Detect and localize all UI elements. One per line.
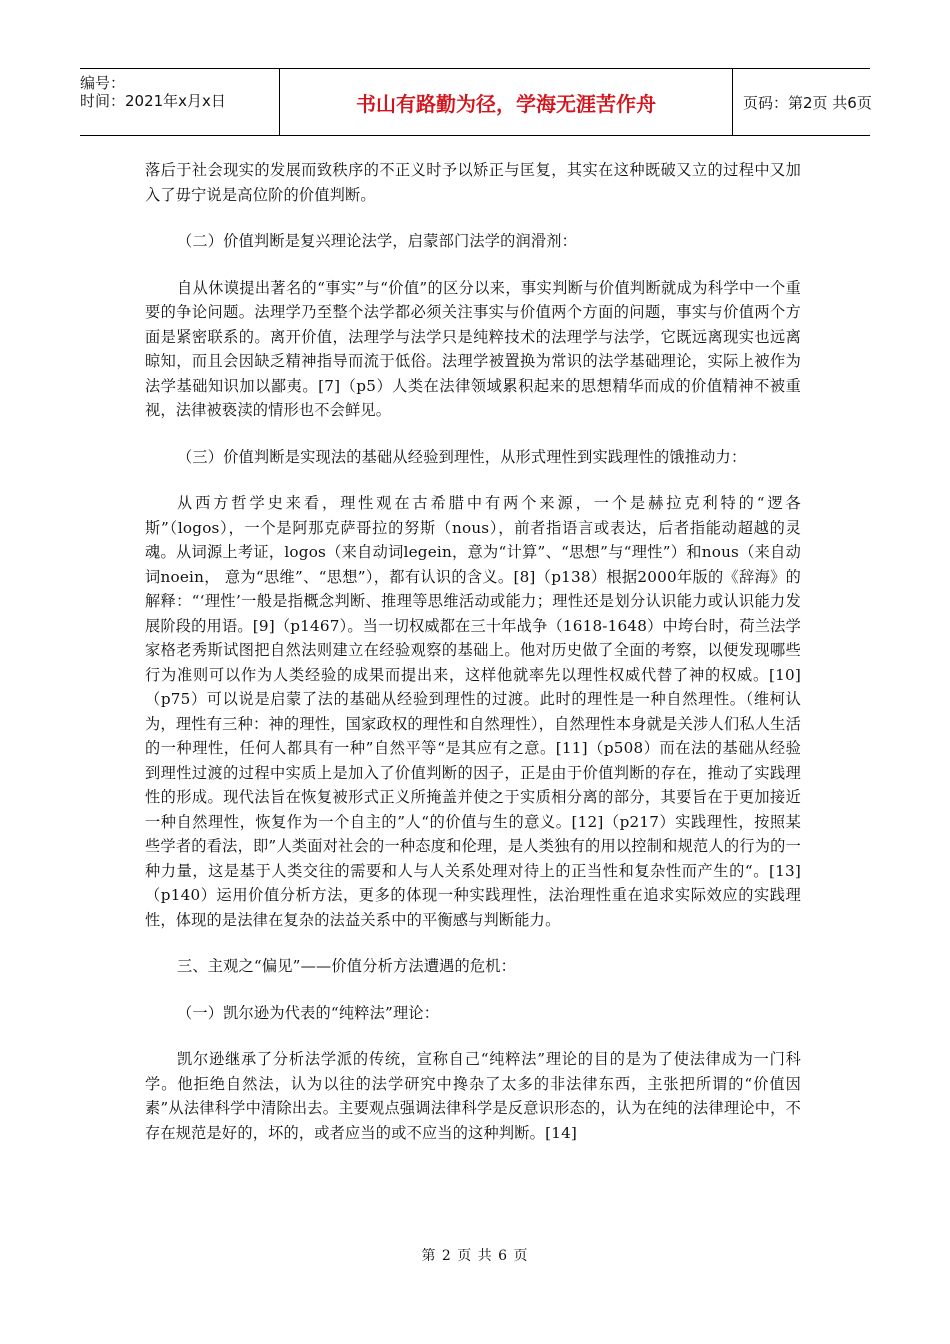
page-footer: 第 2 页 共 6 页	[421, 1248, 529, 1264]
header-motto: 书山有路勤为径，学海无涯苦作舟	[280, 69, 733, 135]
paragraph-continuation: 落后于社会现实的发展而致秩序的不正义时予以矫正与匡复，其实在这种既破又立的过程中又加入了毋宁说是高位阶的价值判断。	[145, 161, 801, 204]
section-heading-2: （二）价值判断是复兴理论法学，启蒙部门法学的润滑剂：	[177, 232, 578, 250]
section-heading-3-1: （一）凯尔逊为代表的“纯粹法”理论：	[177, 1003, 440, 1022]
serial-label: 编号：	[80, 74, 126, 92]
document-body	[145, 158, 801, 1145]
paragraph-kelsen: 凯尔逊继承了分析法学派的传统，宣称自己“纯粹法”理论的目的是为了使法律成为一门科学。他拒绝自然法，认为以往的法学研究中搀杂了太多的非法律东西，主张把所谓的“价值因素”从法律科学中清除出去。主要观点强调法律科学是反意识形态的，认为在纯的法律理论中，不存在规范是好的，坏的，或者应当的或不应当的这种判断。[14]	[145, 1050, 801, 1142]
chapter-heading-3: 三、主观之“偏见”——价值分析方法遭遇的危机：	[177, 957, 517, 975]
document-header	[80, 68, 870, 136]
header-page-info: 页码：第2页 共6页	[743, 93, 872, 112]
header-meta	[80, 69, 280, 135]
paragraph-value-fact: 自从休谟提出著名的“事实”与“价值”的区分以来，事实判断与价值判断就成为科学中一个重要的争论问题。法理学乃至整个法学都必须关注事实与价值两个方面的问题，事实与价值两个方面是紧密联系的。离开价值，法理学与法学只是纯粹技术的法理学与法学，它既远离现实也远离晾知，而且会因缺乏精神指导而流于低俗。法理学被置换为常识的法学基础理论，实际上被作为法学基础知识加以鄙夷。[7]（p5）人类在法律领域累积起来的思想精华而成的价值精神不被重视，法律被亵渎的情形也不会鲜见。	[145, 278, 801, 419]
date-label: 时间：2021年x月x日	[80, 92, 226, 110]
section-heading-3: （三）价值判断是实现法的基础从经验到理性，从形式理性到实践理性的饿推动力：	[177, 447, 747, 466]
paragraph-reason: 从西方哲学史来看，理性观在古希腊中有两个来源，一个是赫拉克利特的“逻各斯”（logos），一个是阿那克萨哥拉的努斯（nous），前者指语言或表达，后者指能动超越的灵魂。从词源上考证，logos（来自动词legein，意为“计算”、“思想”与“理性”）和nous（来自动词noein， 意为“思维”、“思想”），都有认识的含义。[8]（p138）根据2000年版的《辞海》的解释：“‘理性’一般是指概念判断、推理等思维活动或能力；理性还是划分认识能力或认识能力发展阶段的用语。[9]（p1467）。当一切权威都在三十年战争（1618-1648）中垮台时，荷兰法学家格老秀斯试图把自然法则建立在经验观察的基础上。他对历史做了全面的考察，以便发现哪些行为准则可以作为人类经验的成果而提出来，这样他就率先以理性权威代替了神的权威。[10]（p75）可以说是启蒙了法的基础从经验到理性的过渡。此时的理性是一种自然理性。（维柯认为，理性有三种：神的理性，国家政权的理性和自然理性），自然理性本身就是关涉人们私人生活的一种理性，任何人都具有一种”自然平等“是其应有之意。[11]（p508）而在法的基础从经验到理性过渡的过程中实质上是加入了价值判断的因子，正是由于价值判断的存在，推动了实践理性的形成。现代法旨在恢复被形式正义所掩盖并使之于实质相分离的部分，其要旨在于更加接近一种自然理性，恢复作为一个自主的”人“的价值与生的意义。[12]（p217）实践理性，按照某些学者的看法，即”人类面对社会的一种态度和伦理，是人类独有的用以控制和规范人的行为的一种力量，这是基于人类交往的需要和人与人关系处理对待上的正当性和复杂性而产生的“。[13]（p140）运用价值分析方法，更多的体现一种实践理性，法治理性重在追求实际效应的实践理性，体现的是法律在复杂的法益关系中的平衡感与判断能力。	[145, 494, 801, 929]
